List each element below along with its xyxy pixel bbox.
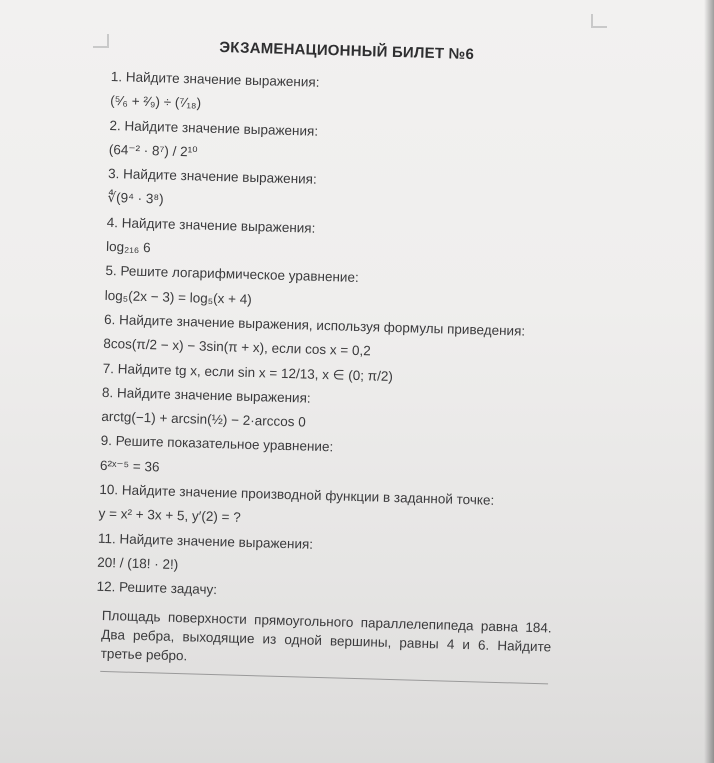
question-6-label: 6. Найдите значение выражения, используя формулы приведения: <box>103 311 526 339</box>
question-10-expression: y = x² + 3x + 5, y′(2) = ? <box>98 506 241 526</box>
question-10-label: 10. Найдите значение производной функции в заданной точке: <box>99 481 495 508</box>
ticket-title: ЭКЗАМЕНАЦИОННЫЙ БИЛЕТ №6 <box>219 39 475 64</box>
question-7-label: 7. Найдите tg x, если sin x = 12/13, x ∈ (0; π/2) <box>102 360 394 384</box>
page-edge-shadow <box>704 0 714 763</box>
question-6-expression: 8cos(π/2 − x) − 3sin(π + x), если cos x = 0,2 <box>103 336 371 359</box>
question-5-label: 5. Решите логарифмическое уравнение: <box>105 263 359 286</box>
question-3-label: 3. Найдите значение выражения: <box>107 166 317 187</box>
question-1-label: 1. Найдите значение выражения: <box>110 68 320 90</box>
question-11-label: 11. Найдите значение выражения: <box>97 530 314 552</box>
question-2-expression: (64⁻² · 8⁷) / 2¹⁰ <box>108 141 198 160</box>
corner-mark-right <box>591 14 607 28</box>
question-4-label: 4. Найдите значение выражения: <box>106 214 316 236</box>
ticket-content <box>94 36 582 684</box>
question-3-expression: ∜(9⁴ · 3⁸) <box>107 190 164 207</box>
question-5-expression: log₅(2x − 3) = log₅(x + 4) <box>104 287 252 307</box>
corner-mark-left <box>93 34 109 48</box>
question-8-label: 8. Найдите значение выражения: <box>101 384 311 406</box>
question-1-expression: (⁵⁄₆ + ²⁄₉) ÷ (⁷⁄₁₈) <box>109 93 202 111</box>
question-11-expression: 20! / (18! · 2!) <box>97 554 179 572</box>
question-9-label: 9. Решите показательное уравнение: <box>100 433 334 455</box>
question-8-expression: arctg(−1) + arcsin(½) − 2·arccos 0 <box>101 409 306 430</box>
question-4-expression: log₂₁₆ 6 <box>105 238 151 256</box>
question-12-label: 12. Решите задачу: <box>96 579 218 598</box>
question-12-task-text: Площадь поверхности прямоугольного параллелепипеда равна 184. Два ребра, выходящие из одной вершины, равны 4 и 6. Найдите третье ребро. <box>100 607 552 663</box>
question-2-label: 2. Найдите значение выражения: <box>109 117 319 139</box>
question-9-expression: 6²ˣ⁻⁵ = 36 <box>99 457 160 475</box>
